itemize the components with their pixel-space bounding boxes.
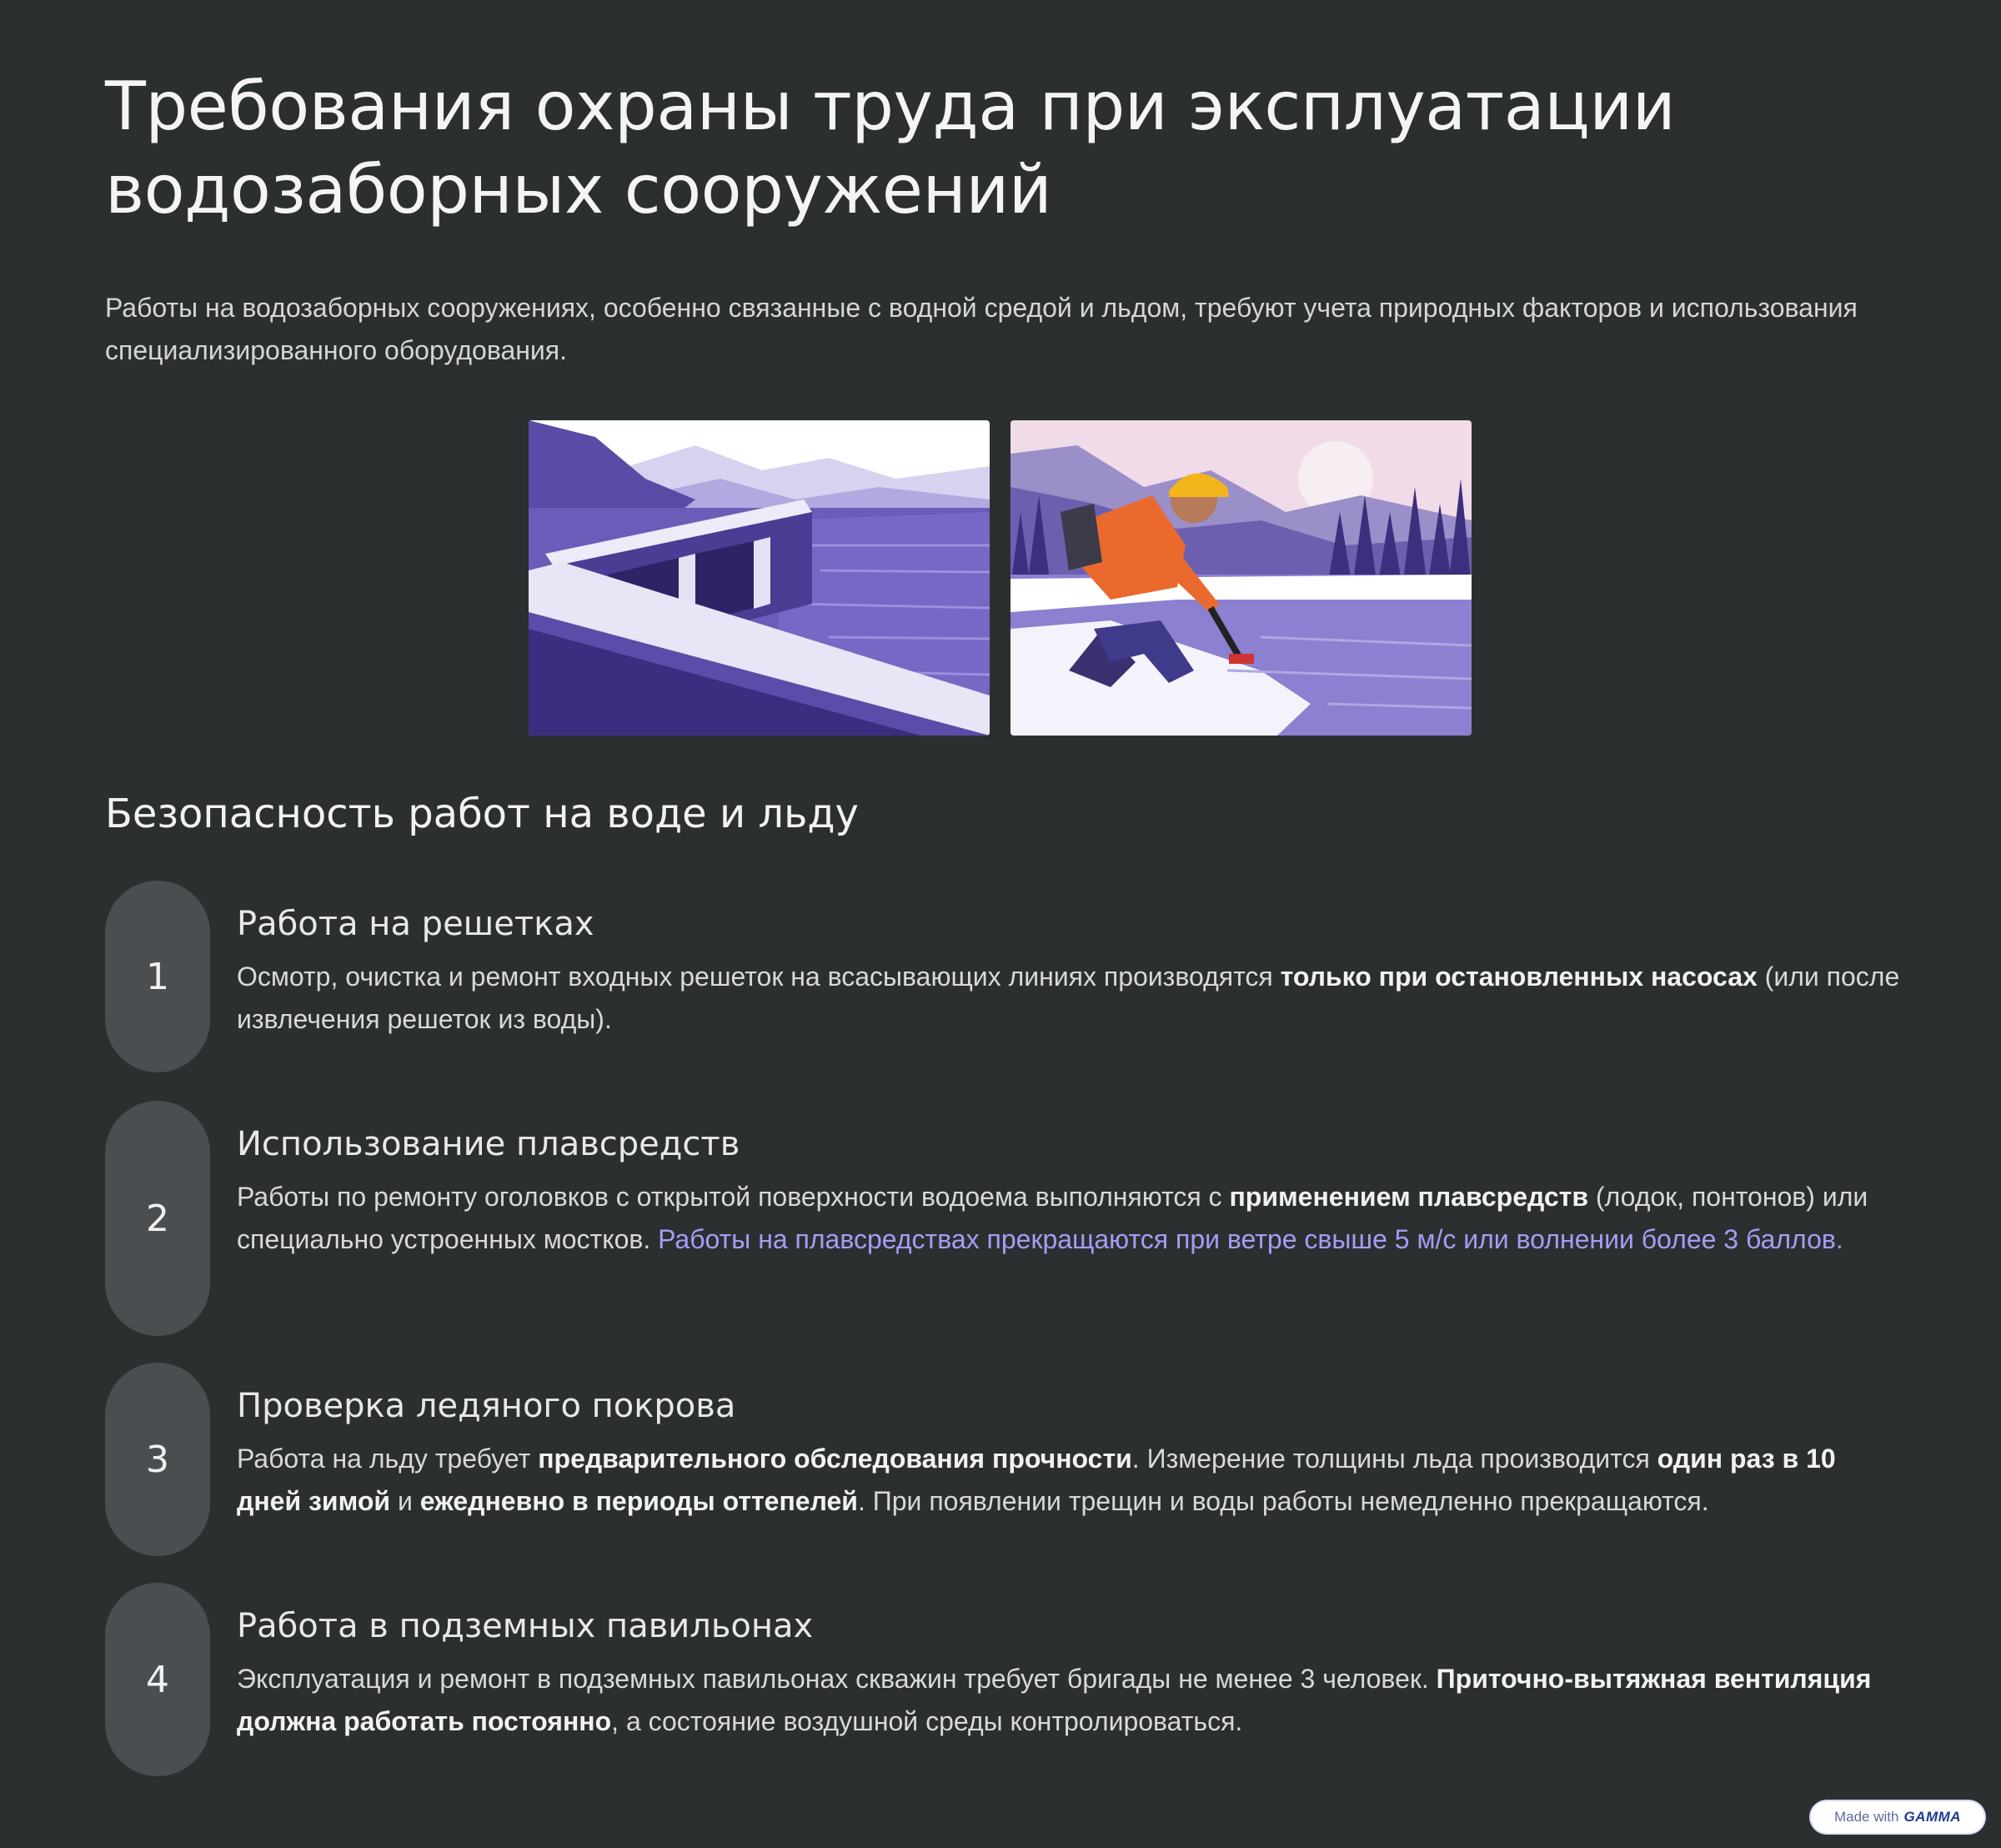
item-title: Работа в подземных павильонах xyxy=(237,1607,814,1645)
intro-text: Работы на водозаборных сооружениях, особенно связанные с водной средой и льдом, требуют учета природных факторов и использования специализированного оборудования. xyxy=(105,293,1858,365)
text-run: , а состояние воздушной среды контролироваться. xyxy=(611,1706,1243,1736)
text-run: Осмотр, очистка и ремонт входных решеток на всасывающих линиях производятся xyxy=(237,962,1281,992)
gamma-logo: GAMMA xyxy=(1903,1809,1962,1825)
made-with-label: Made with xyxy=(1833,1809,1899,1825)
bold-text: Приточно-вытяжная вентиляция должна работать постоянно xyxy=(237,1664,1872,1736)
section-title: Безопасность работ на воде и льду xyxy=(105,791,859,837)
page-title: Требования охраны труда при эксплуатации водозаборных сооружений xyxy=(105,68,1676,228)
bold-text: предварительного обследования прочности xyxy=(538,1444,1132,1474)
item-text xyxy=(237,1658,1904,1743)
ice-worker-illustration xyxy=(1011,420,1472,736)
water-intake-illustration xyxy=(529,420,990,736)
text-run: . Измерение толщины льда производится xyxy=(1131,1444,1657,1474)
step-number-badge: 2 xyxy=(105,1101,210,1336)
item-text xyxy=(237,1438,1904,1523)
text-run: (или после извлечения решеток из воды). xyxy=(237,962,1900,1034)
highlight-text: Работы на плавсредствах прекращаются при ветре свыше 5 м/с или волнении более 3 баллов. xyxy=(658,1224,1843,1254)
item-text xyxy=(237,1176,1904,1261)
text-run: Работа на льду требует xyxy=(237,1444,539,1474)
text-run: . При появлении трещин и воды работы немедленно прекращаются. xyxy=(857,1486,1709,1516)
text-run: (лодок, понтонов) или специально устроенных мостков. xyxy=(237,1182,1868,1254)
text-run: Эксплуатация и ремонт в подземных павильонах скважин требует бригады не менее 3 человек. xyxy=(237,1664,1437,1694)
step-number-badge: 3 xyxy=(105,1363,210,1556)
item-title: Проверка ледяного покрова xyxy=(237,1387,736,1425)
list-item-body xyxy=(237,1603,1904,1743)
bold-text: ежедневно в периоды оттепелей xyxy=(419,1486,858,1516)
image-gallery xyxy=(529,420,1472,736)
bold-text: только при остановленных насосах xyxy=(1280,962,1758,992)
text-run: Работы по ремонту оголовков с открытой поверхности водоема выполняются с xyxy=(237,1182,1230,1212)
bold-text: один раз в 10 дней зимой xyxy=(237,1444,1836,1516)
step-number-badge: 1 xyxy=(105,881,210,1072)
item-text xyxy=(237,956,1904,1041)
item-title: Работа на решетках xyxy=(237,905,594,943)
list-item-body xyxy=(237,1383,1904,1523)
step-number-badge: 4 xyxy=(105,1583,210,1776)
made-with-gamma-badge[interactable] xyxy=(1811,1801,1984,1833)
bold-text: применением плавсредств xyxy=(1229,1182,1589,1212)
list-item-body xyxy=(237,901,1904,1041)
text-run: и xyxy=(390,1486,420,1516)
item-title: Использование плавсредств xyxy=(237,1125,740,1163)
list-item-body xyxy=(237,1121,1904,1261)
